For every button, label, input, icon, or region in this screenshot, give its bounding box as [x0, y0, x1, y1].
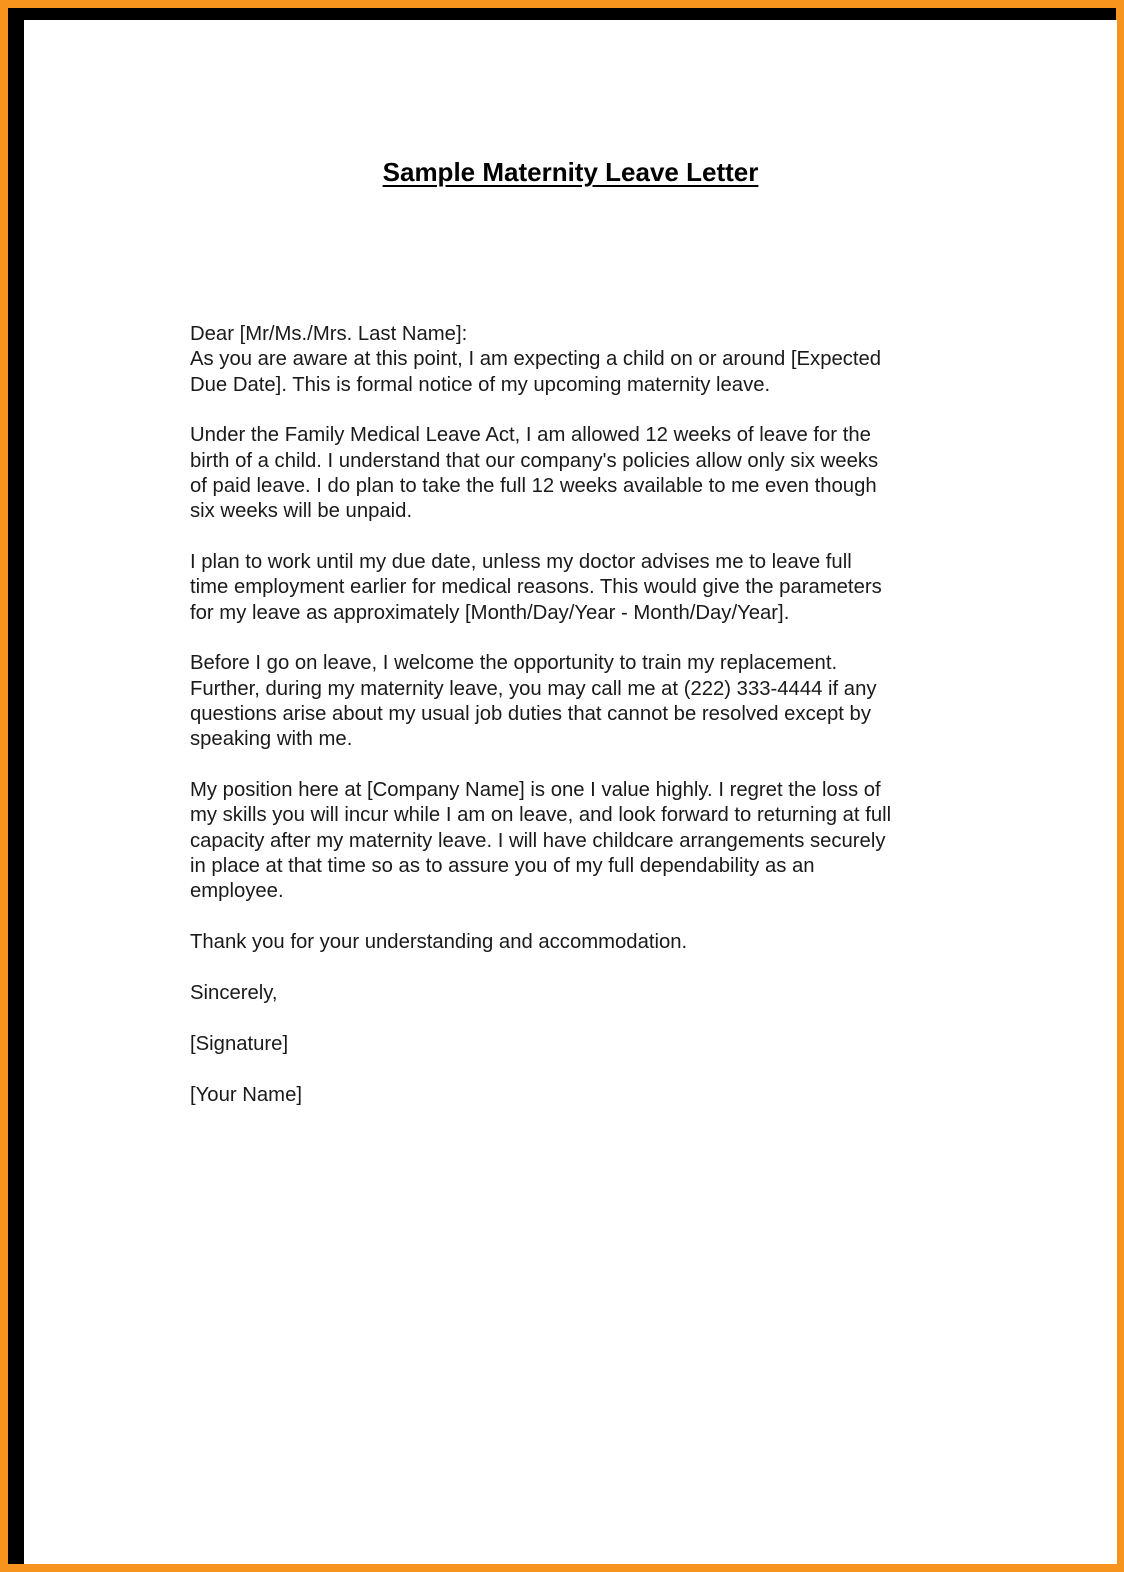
letter-page: [24, 20, 1117, 1564]
signature-placeholder: [Signature]: [190, 1032, 289, 1055]
salutation: Dear [Mr/Ms./Mrs. Last Name]:: [190, 323, 468, 345]
closing: Sincerely,: [190, 981, 278, 1004]
paragraph-position: My position here at [Company Name] is one I value highly. I regret the loss of my skills you will incur while I am on leave, and look forward to returning at full capacity after my maternity leave. I will have childcare arrangements securely in place at that time so as to assure you of my full dependability as an employee.: [190, 779, 892, 903]
paragraph-replacement: Before I go on leave, I welcome the opportunity to train my replacement. Further, during my maternity leave, you may call me at (222) 333-4444 if any questions arise about my usual job duties that cannot be resolved except by speaking with me.: [190, 652, 877, 751]
name-placeholder: [Your Name]: [190, 1083, 302, 1106]
paragraph-fmla: Under the Family Medical Leave Act, I am allowed 12 weeks of leave for the birth of a child. I understand that our company's policies allow only six weeks of paid leave. I do plan to take the full 12 weeks available to me even though six weeks will be unpaid.: [190, 424, 879, 523]
paragraph-thanks: Thank you for your understanding and accommodation.: [190, 931, 688, 954]
paragraph-due-date: I plan to work until my due date, unless my doctor advises me to leave full time employment earlier for medical reasons. This would give the parameters for my leave as approximately [Month/Day/Year - Month/Day/Year].: [190, 551, 882, 624]
page-border: [8, 8, 1116, 1564]
paragraph-intro: As you are aware at this point, I am expecting a child on or around [Expected Due Date]. This is formal notice of my upcoming maternity leave.: [190, 348, 882, 396]
letter-body: [190, 322, 980, 1108]
letter-title: Sample Maternity Leave Letter: [382, 157, 759, 187]
